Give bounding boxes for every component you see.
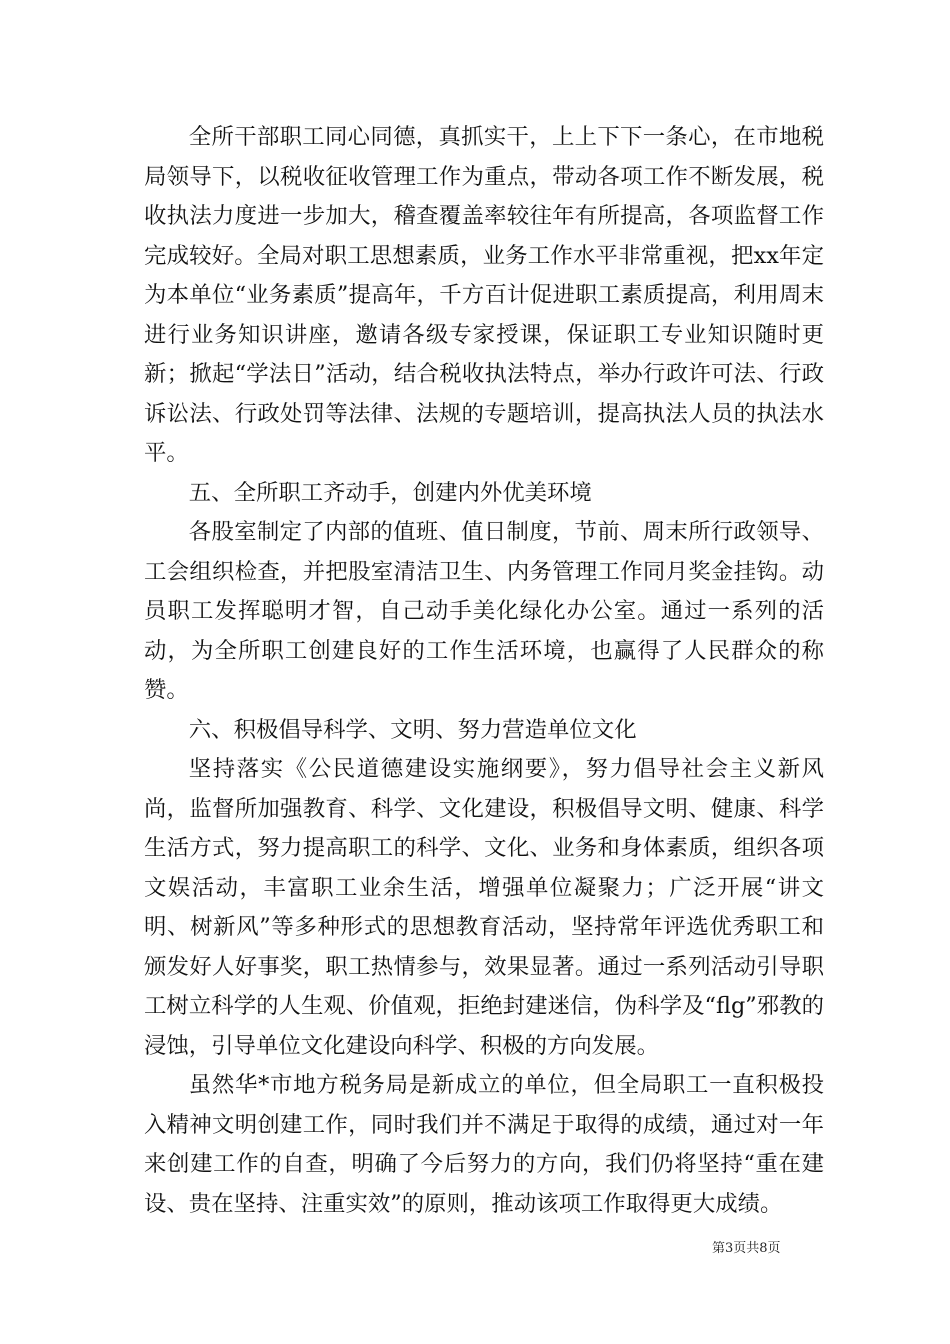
paragraph-culture: 坚持落实《公民道德建设实施纲要》，努力倡导社会主义新风尚，监督所加强教育、科学、文化建设，积极倡导文明、健康、科学生活方式，努力提高职工的科学、文化、业务和身体素质，组织各项文娱活动，丰富职工业余生活，增强单位凝聚力；广泛开展“讲文明、树新风”等多种形式的思想教育活动，坚持常年评选优秀职工和颁发好人好事奖，职工热情参与，效果显著。通过一系列活动引导职工树立科学的人生观、价值观，拒绝封建迷信，伪科学及“flg”邪教的浸蚀，引导单位文化建设向科学、积极的方向发展。 [144, 756, 824, 1059]
section-heading-culture: 六、积极倡导科学、文明、努力营造单位文化 [188, 716, 637, 743]
document-body [144, 118, 824, 1224]
paragraph-environment: 各股室制定了内部的值班、值日制度，节前、周末所行政领导、工会组织检查，并把股室清洁卫生、内务管理工作同月奖金挂钩。动员职工发挥聪明才智，自己动手美化绿化办公室。通过一系列的活动，为全所职工创建良好的工作生活环境，也赢得了人民群众的称赞。 [144, 519, 824, 703]
paragraph-staff-work: 全所干部职工同心同德，真抓实干，上上下下一条心，在市地税局领导下，以税收征收管理工作为重点，带动各项工作不断发展，税收执法力度进一步加大，稽查覆盖率较往年有所提高，各项监督工作完成较好。全局对职工思想素质，业务工作水平非常重视，把xx年定为本单位“业务素质”提高年，千方百计促进职工素质提高，利用周末进行业务知识讲座，邀请各级专家授课，保证职工专业知识随时更新；掀起“学法日”活动，结合税收执法特点，举办行政许可法、行政诉讼法、行政处罚等法律、法规的专题培训，提高执法人员的执法水平。 [144, 124, 824, 466]
page-number-footer: 第3页共8页 [712, 1241, 781, 1256]
paragraph-conclusion: 虽然华*市地方税务局是新成立的单位，但全局职工一直积极投入精神文明创建工作，同时我们并不满足于取得的成绩，通过对一年来创建工作的自查，明确了今后努力的方向，我们仍将坚持“重在建设、贵在坚持、注重实效”的原则，推动该项工作取得更大成绩。 [144, 1072, 824, 1217]
section-heading-environment: 五、全所职工齐动手，创建内外优美环境 [188, 479, 592, 506]
